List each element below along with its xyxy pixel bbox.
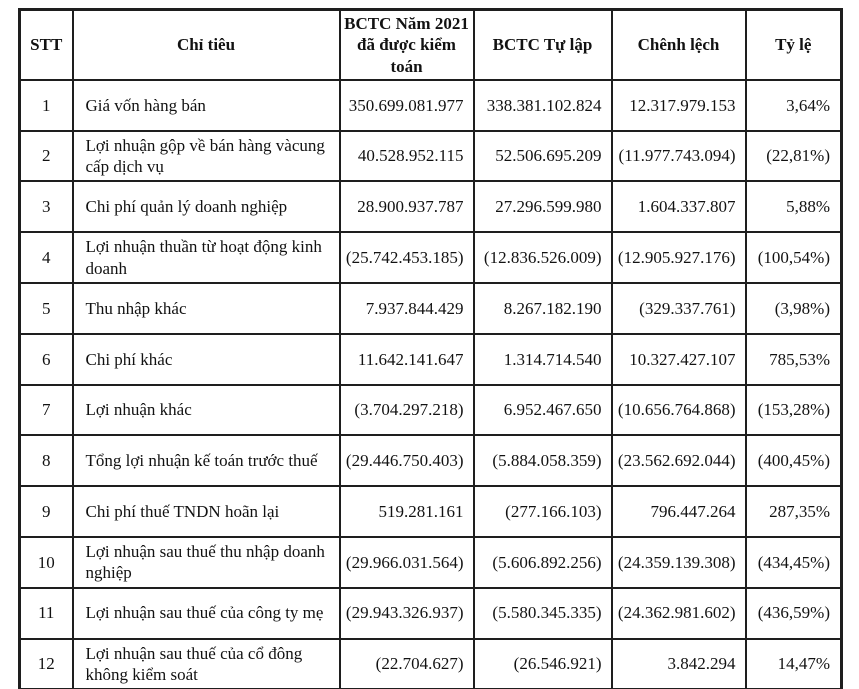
audited-value: (22.704.627) bbox=[340, 639, 474, 689]
self-prepared-value: 27.296.599.980 bbox=[474, 181, 612, 232]
criteria-label: Giá vốn hàng bán bbox=[73, 80, 340, 131]
self-prepared-value: 338.381.102.824 bbox=[474, 80, 612, 131]
ratio-value: (100,54%) bbox=[746, 232, 842, 283]
table-row bbox=[20, 537, 842, 588]
row-number: 7 bbox=[20, 385, 73, 436]
criteria-label: Tổng lợi nhuận kế toán trước thuế bbox=[73, 435, 340, 486]
column-header-chenh-lech: Chênh lệch bbox=[612, 10, 746, 80]
column-header-ty-le: Tỷ lệ bbox=[746, 10, 842, 80]
row-number: 9 bbox=[20, 486, 73, 537]
table-row bbox=[20, 181, 842, 232]
self-prepared-value: (5.606.892.256) bbox=[474, 537, 612, 588]
row-number: 11 bbox=[20, 588, 73, 639]
ratio-value: 287,35% bbox=[746, 486, 842, 537]
ratio-value: 14,47% bbox=[746, 639, 842, 689]
audited-value: 519.281.161 bbox=[340, 486, 474, 537]
column-header-stt: STT bbox=[20, 10, 73, 80]
ratio-value: 3,64% bbox=[746, 80, 842, 131]
row-number: 8 bbox=[20, 435, 73, 486]
ratio-value: 785,53% bbox=[746, 334, 842, 385]
criteria-label: Lợi nhuận thuần từ hoạt động kinh doanh bbox=[73, 232, 340, 283]
audited-value: 7.937.844.429 bbox=[340, 283, 474, 334]
header-row bbox=[20, 10, 842, 80]
criteria-label: Lợi nhuận khác bbox=[73, 385, 340, 436]
criteria-label: Lợi nhuận gộp về bán hàng vàcung cấp dịch vụ bbox=[73, 131, 340, 182]
difference-value: (11.977.743.094) bbox=[612, 131, 746, 182]
difference-value: 1.604.337.807 bbox=[612, 181, 746, 232]
audited-value: 350.699.081.977 bbox=[340, 80, 474, 131]
self-prepared-value: (277.166.103) bbox=[474, 486, 612, 537]
table-row bbox=[20, 283, 842, 334]
criteria-label: Chi phí khác bbox=[73, 334, 340, 385]
ratio-value: (400,45%) bbox=[746, 435, 842, 486]
ratio-value: (3,98%) bbox=[746, 283, 842, 334]
table-row bbox=[20, 385, 842, 436]
audited-value: (25.742.453.185) bbox=[340, 232, 474, 283]
criteria-label: Chi phí quản lý doanh nghiệp bbox=[73, 181, 340, 232]
audited-value: 28.900.937.787 bbox=[340, 181, 474, 232]
table-row bbox=[20, 131, 842, 182]
row-number: 6 bbox=[20, 334, 73, 385]
criteria-label: Thu nhập khác bbox=[73, 283, 340, 334]
ratio-value: (436,59%) bbox=[746, 588, 842, 639]
row-number: 5 bbox=[20, 283, 73, 334]
self-prepared-value: 52.506.695.209 bbox=[474, 131, 612, 182]
self-prepared-value: 1.314.714.540 bbox=[474, 334, 612, 385]
self-prepared-value: (5.580.345.335) bbox=[474, 588, 612, 639]
table-row bbox=[20, 435, 842, 486]
audited-value: (29.943.326.937) bbox=[340, 588, 474, 639]
table-row bbox=[20, 232, 842, 283]
difference-value: (10.656.764.868) bbox=[612, 385, 746, 436]
difference-value: (12.905.927.176) bbox=[612, 232, 746, 283]
difference-value: (23.562.692.044) bbox=[612, 435, 746, 486]
table-row bbox=[20, 588, 842, 639]
criteria-label: Lợi nhuận sau thuế của cổ đông không kiểm soát bbox=[73, 639, 340, 689]
self-prepared-value: 8.267.182.190 bbox=[474, 283, 612, 334]
audited-value: (3.704.297.218) bbox=[340, 385, 474, 436]
ratio-value: (22,81%) bbox=[746, 131, 842, 182]
audited-value: 40.528.952.115 bbox=[340, 131, 474, 182]
difference-value: 3.842.294 bbox=[612, 639, 746, 689]
table-row bbox=[20, 486, 842, 537]
financial-comparison-table bbox=[18, 8, 843, 689]
column-header-chi-tieu: Chỉ tiêu bbox=[73, 10, 340, 80]
row-number: 1 bbox=[20, 80, 73, 131]
self-prepared-value: 6.952.467.650 bbox=[474, 385, 612, 436]
table-row bbox=[20, 80, 842, 131]
self-prepared-value: (26.546.921) bbox=[474, 639, 612, 689]
ratio-value: 5,88% bbox=[746, 181, 842, 232]
criteria-label: Lợi nhuận sau thuế thu nhập doanh nghiệp bbox=[73, 537, 340, 588]
row-number: 10 bbox=[20, 537, 73, 588]
audited-value: (29.446.750.403) bbox=[340, 435, 474, 486]
difference-value: (329.337.761) bbox=[612, 283, 746, 334]
row-number: 3 bbox=[20, 181, 73, 232]
ratio-value: (153,28%) bbox=[746, 385, 842, 436]
difference-value: 12.317.979.153 bbox=[612, 80, 746, 131]
criteria-label: Chi phí thuế TNDN hoãn lại bbox=[73, 486, 340, 537]
audited-value: (29.966.031.564) bbox=[340, 537, 474, 588]
table-row bbox=[20, 639, 842, 689]
difference-value: 10.327.427.107 bbox=[612, 334, 746, 385]
difference-value: (24.362.981.602) bbox=[612, 588, 746, 639]
table-row bbox=[20, 334, 842, 385]
audited-value: 11.642.141.647 bbox=[340, 334, 474, 385]
row-number: 4 bbox=[20, 232, 73, 283]
self-prepared-value: (5.884.058.359) bbox=[474, 435, 612, 486]
difference-value: (24.359.139.308) bbox=[612, 537, 746, 588]
difference-value: 796.447.264 bbox=[612, 486, 746, 537]
column-header-bctc-audited: BCTC Năm 2021 đã được kiểm toán bbox=[340, 10, 474, 80]
ratio-value: (434,45%) bbox=[746, 537, 842, 588]
column-header-bctc-self: BCTC Tự lập bbox=[474, 10, 612, 80]
row-number: 12 bbox=[20, 639, 73, 689]
self-prepared-value: (12.836.526.009) bbox=[474, 232, 612, 283]
table-body bbox=[20, 80, 842, 689]
row-number: 2 bbox=[20, 131, 73, 182]
criteria-label: Lợi nhuận sau thuế của công ty mẹ bbox=[73, 588, 340, 639]
